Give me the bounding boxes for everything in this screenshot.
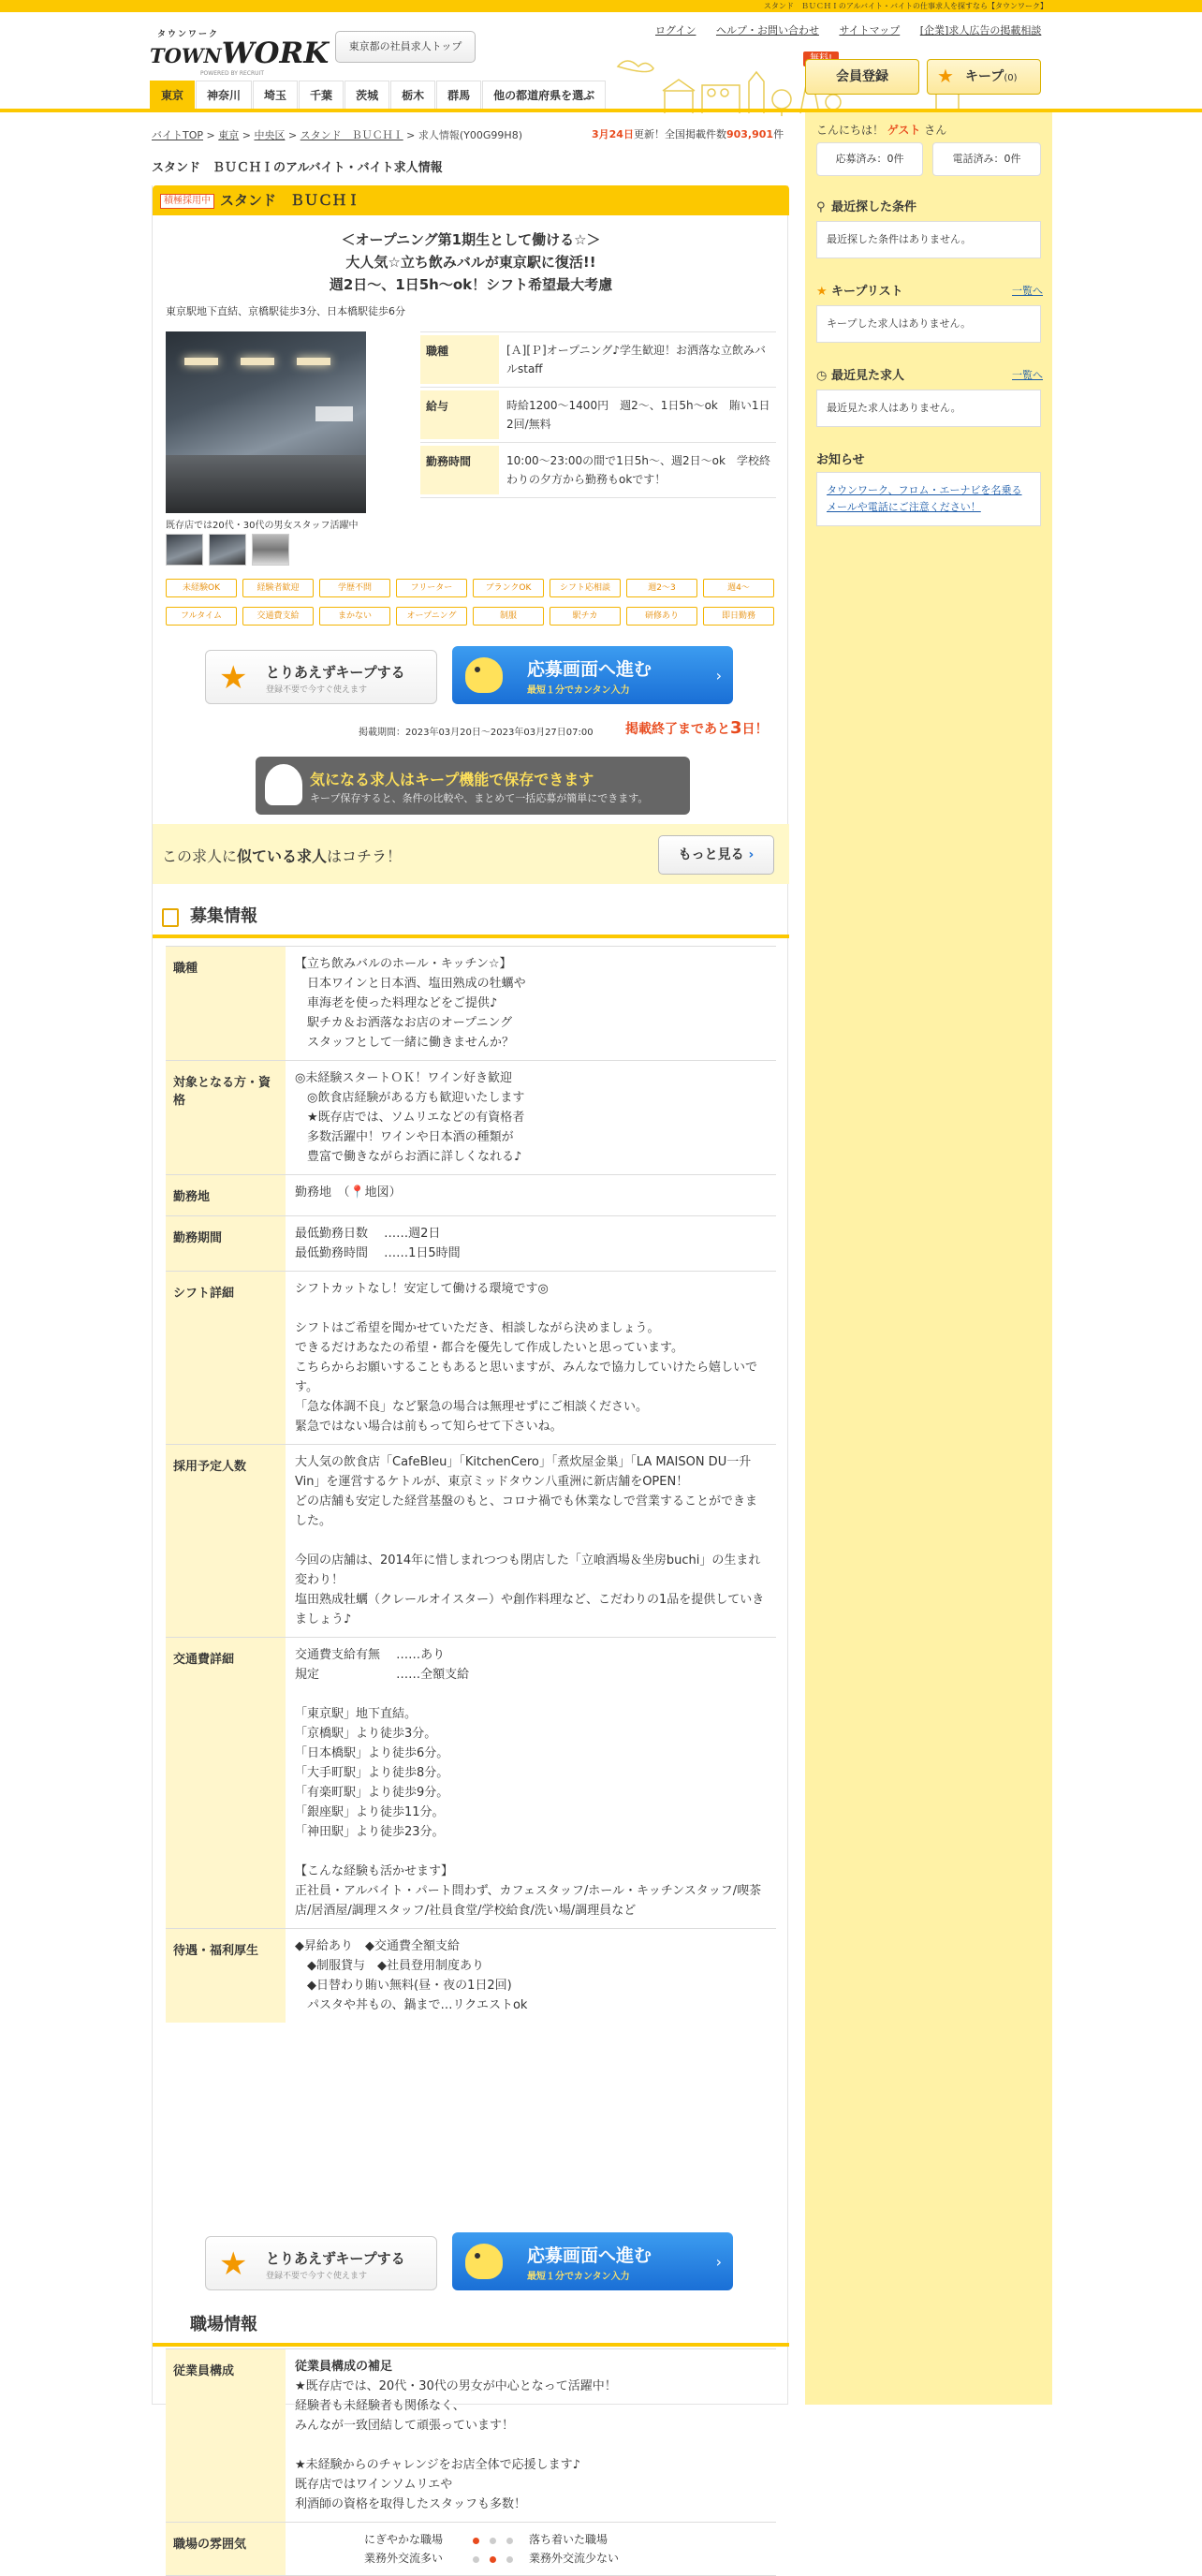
- feature-tag[interactable]: フルタイム: [166, 607, 237, 626]
- breadcrumb-top[interactable]: バイトTOP: [152, 129, 204, 141]
- workplace-table: [166, 2348, 776, 2576]
- photo-caption: 既存店では20代・30代の男女スタッフ活躍中: [166, 521, 359, 531]
- feature-tags: [166, 579, 784, 635]
- pref-tab-tochigi[interactable]: 栃木: [390, 81, 435, 109]
- more-similar-button[interactable]: もっと見る ›: [658, 835, 774, 875]
- recruit-row-value: ◎未経験スタートＯＫ！ワイン好き歓迎 ◎飲食店経験がある方も歓迎いたします ★既存店では、ソムリエなどの有資格者 多数活躍中！ワインや日本酒の種類が 豊富で働きながらお酒に詳しくなれる♪: [295, 1071, 525, 1164]
- workplace-section-title: 職場情報: [153, 2307, 789, 2347]
- job-summary-table: [420, 331, 776, 498]
- clipboard-icon: [162, 908, 179, 927]
- star-icon: ★: [219, 659, 248, 697]
- keep-info-banner: 気になる求人はキープ機能で保存できます キープ保存すると、条件の比較や、まとめて一括応募が簡単にできます。: [256, 757, 690, 815]
- chevron-right-icon: ›: [748, 847, 755, 862]
- workplace-row-staff: 従業員構成 従業員構成の補足 ★既存店では、20代・30代の男女が中心となって活躍中！ 経験者も未経験者も関係なく、 みんなが一致団結して頑張っています！ ★未経験からのチャレンジをお店全体で応援します♪ 既存店ではワインソムリエや 利酒師の資格を取得したスタッフも多数！: [166, 2348, 776, 2522]
- recruit-row-label: 勤務地: [166, 1175, 286, 1215]
- logo-wordmark: TOWNWORK: [150, 37, 330, 70]
- atmosphere-dot: [490, 2556, 496, 2563]
- recruit-table: [166, 946, 776, 2023]
- catch-line-3: 週2日～、1日5h～ok！シフト希望最大考慮: [329, 276, 613, 293]
- keeplist-empty: キープした求人はありません。: [816, 305, 1041, 343]
- shop-name: スタンド ＢＵＣＨＩ: [220, 192, 361, 209]
- atmosphere-scale: [295, 2549, 767, 2568]
- feature-tag[interactable]: 週4～: [703, 579, 774, 597]
- workplace-row-atmosphere: 職場の雰囲気 にぎやかな職場 落ち着いた職場 業務外交流多い 業務外交流少ない: [166, 2522, 776, 2575]
- recruit-row-label: 交通費詳細: [166, 1638, 286, 1928]
- logo-sub: POWERED BY RECRUIT: [199, 70, 264, 77]
- recruit-row: [166, 1637, 776, 1928]
- recruit-row: [166, 1174, 776, 1215]
- feature-tag[interactable]: 制服: [473, 607, 544, 626]
- summary-row-type: 職種 [Ａ][Ｐ]オープニング♪学生歓迎！お洒落な立飲みバルstaff: [420, 331, 776, 387]
- search-icon: ⚲: [816, 200, 826, 214]
- recruit-row-value: ◆昇給あり ◆交通費全額支給 ◆制服貸与 ◆社員登用制度あり ◆日替わり賄い無料(昼・夜の1日2回) パスタや丼もの、鍋まで…リクエストok: [295, 1939, 528, 2012]
- recent-conditions-title: ⚲ 最近探した条件: [816, 200, 917, 214]
- pref-tab-chiba[interactable]: 千葉: [299, 81, 344, 109]
- update-info: 3月24日更新！全国掲載件数903,901件: [592, 128, 784, 140]
- header-links: [655, 22, 1058, 37]
- atmosphere-scale: [295, 2530, 767, 2549]
- notice-link[interactable]: タウンワーク、フロム・エーナビを名乗るメールや電話にご注意ください！: [827, 484, 1022, 513]
- atmosphere-left-label: にぎやかな職場: [364, 2533, 444, 2546]
- recruit-row: [166, 1444, 776, 1637]
- feature-tag[interactable]: 未経験OK: [166, 579, 237, 597]
- keep-count: (0): [1004, 73, 1018, 83]
- breadcrumb-current: 求人情報(Y00G99H8): [418, 129, 522, 141]
- active-hiring-badge: 積極採用中: [160, 194, 214, 209]
- feature-tag[interactable]: 経験者歓迎: [242, 579, 314, 597]
- keep-cta-button-bottom[interactable]: ★ とりあえずキープする 登録不要で今すぐ使えます: [205, 2236, 437, 2290]
- recruit-row-value: 【立ち飲みバルのホール・キッチン☆】 日本ワインと日本酒、塩田熟成の牡蠣や 車海老を使った料理などをご提供♪ 駅チカ＆お洒落なお店のオープニング スタッフとして一緒に働きませんか？: [295, 957, 526, 1050]
- atmosphere-dot: [506, 2556, 513, 2563]
- townwork-logo[interactable]: [150, 27, 330, 77]
- job-card: [152, 185, 788, 2565]
- photo-thumbnails: [166, 534, 295, 567]
- atmosphere-right-label: 業務外交流少ない: [529, 2552, 620, 2565]
- pref-tab-tokyo[interactable]: 東京: [150, 81, 195, 109]
- feature-tag[interactable]: オープニング: [396, 607, 467, 626]
- header: [0, 12, 1202, 87]
- feature-tag[interactable]: 週2～3: [626, 579, 697, 597]
- atmosphere-left-label: 業務外交流多い: [364, 2552, 444, 2565]
- catch-line-1: ＜オープニング第1期生として働ける☆＞: [341, 231, 601, 248]
- keeplist-title: ★ キープリスト: [816, 285, 903, 299]
- recruit-row-value: 最低勤務日数 ……週2日 最低勤務時間 ……1日5時間: [295, 1227, 461, 1260]
- atmosphere-right-label: 落ち着いた職場: [529, 2533, 608, 2546]
- catch-line-2: 大人気☆立ち飲みバルが東京駅に復活!!: [345, 254, 596, 271]
- feature-tag[interactable]: シフト応相談: [550, 579, 621, 597]
- feature-tag[interactable]: 学歴不問: [319, 579, 390, 597]
- ad-inquiry-link[interactable]: [企業]求人広告の掲載相談: [919, 24, 1042, 37]
- thumbnail-2[interactable]: [209, 534, 246, 566]
- recruit-row-label: 職種: [166, 947, 286, 1060]
- tokyo-top-button[interactable]: 東京都の社員求人トップ: [335, 31, 476, 63]
- sitemap-link[interactable]: サイトマップ: [839, 24, 901, 37]
- recruit-row-value: 勤務地 （📍地図）: [295, 1185, 402, 1200]
- main-photo[interactable]: [166, 331, 366, 513]
- star-icon: ★: [937, 65, 954, 87]
- feature-tag[interactable]: 駅チカ: [550, 607, 621, 626]
- atmosphere-dot: [490, 2538, 496, 2544]
- recent-jobs-empty: 最近見た求人はありません。: [816, 390, 1041, 427]
- summary-row-hours: 勤務時間 10:00～23:00の間で1日5h～、週2日～ok 学校終わりの夕方から勤務もokです！: [420, 442, 776, 498]
- chevron-right-icon: ›: [715, 667, 722, 684]
- pref-tab-gunma[interactable]: 群馬: [436, 81, 481, 109]
- apply-cta-button[interactable]: 応募画面へ進む 最短１分でカンタン入力 ›: [452, 646, 733, 704]
- atmosphere-dot: [473, 2538, 479, 2544]
- star-icon: ★: [219, 2245, 248, 2283]
- recruit-row-label: 待遇・福利厚生: [166, 1929, 286, 2023]
- star-icon: ★: [816, 285, 828, 299]
- recruit-row: [166, 1271, 776, 1444]
- apply-cta-button-bottom[interactable]: 応募画面へ進む 最短１分でカンタン入力 ›: [452, 2232, 733, 2290]
- prefecture-tabs: [150, 81, 607, 109]
- mascot-icon: [465, 2244, 503, 2279]
- feature-tag[interactable]: ブランクOK: [473, 579, 544, 597]
- feature-tag[interactable]: まかない: [319, 607, 390, 626]
- login-link[interactable]: ログイン: [655, 24, 696, 37]
- similar-jobs-banner: この求人に似ている求人はコチラ！ もっと見る ›: [153, 824, 789, 884]
- access-text: 東京駅地下直結、京橋駅徒歩3分、日本橋駅徒歩6分: [166, 305, 405, 317]
- keep-list-button[interactable]: [927, 59, 1041, 95]
- breadcrumb-chuo[interactable]: 中央区: [254, 129, 286, 141]
- catch-copy: [153, 228, 789, 296]
- recent-jobs-title: ◷ 最近見た求人: [816, 369, 905, 383]
- notice-title: お知らせ: [816, 453, 865, 467]
- keep-label: キープ: [965, 69, 1004, 84]
- notice-box: [816, 472, 1041, 526]
- feature-tag[interactable]: 即日勤務: [703, 607, 774, 626]
- recruit-row-label: 採用予定人数: [166, 1445, 286, 1637]
- mascot-icon: [465, 657, 503, 693]
- called-count[interactable]: 電話済み：0件: [932, 142, 1041, 176]
- feature-tag[interactable]: 研修あり: [626, 607, 697, 626]
- atmosphere-dot: [473, 2556, 479, 2563]
- recruit-row-value: 大人気の飲食店「CafeBleu」「KitchenCero」「煮炊屋金巣」「LA MAISON DU一升Vin」を運営するケトルが、東京ミッドタウン八重洲に新店舗をOPEN！ どの店舗も安定した経営基盤のもと、コロナ禍でも休業なしで営業することができました。 今回の店舗は、2014年に惜しまれつつも閉店した「立喰酒場＆坐房buchi」の生まれ変わり！ 塩田熟成牡蠣（クレールオイスター）や創作料理など、こだわりの1品を提供していきましょう♪: [295, 1455, 765, 1627]
- recent-conditions-empty: 最近探した条件はありません。: [816, 221, 1041, 258]
- recruit-row-label: 勤務期間: [166, 1216, 286, 1271]
- recruit-row-value: 交通費支給有無 ……あり 規定 ……全額支給 「東京駅」地下直結。 「京橋駅」より徒歩3分。 「日本橋駅」より徒歩6分。 「大手町駅」より徒歩8分。 「有楽町駅」より徒歩9分。 「銀座駅」より徒歩11分。 「神田駅」より徒歩23分。 【こんな経験も活かせます】 正社員・アルバイト・パート問わず、カフェスタッフ/ホール・キッチンスタッフ/喫茶店/居酒屋/調理スタッフ/社員食堂/学校給食/洗い場/調理員など: [295, 1648, 762, 1918]
- pref-tab-ibaraki[interactable]: 茨城: [344, 81, 389, 109]
- recruit-row: [166, 946, 776, 1060]
- days-remaining: 掲載終了まであと3日！: [625, 718, 769, 738]
- member-register-button[interactable]: 会員登録: [805, 59, 919, 95]
- thumbnail-1[interactable]: [166, 534, 203, 566]
- recruit-row: [166, 1215, 776, 1271]
- recruit-section-title: 募集情報: [153, 899, 789, 938]
- pref-tab-kanagawa[interactable]: 神奈川: [196, 81, 252, 109]
- recent-jobs-link[interactable]: 一覧へ: [1012, 369, 1043, 381]
- breadcrumb-shop[interactable]: スタンド ＢＵＣＨＩ: [300, 129, 403, 141]
- breadcrumb-tokyo[interactable]: 東京: [218, 129, 240, 141]
- recruit-row: [166, 1928, 776, 2023]
- feature-tag[interactable]: フリーター: [396, 579, 467, 597]
- thumbnail-3[interactable]: [252, 534, 289, 566]
- page-title: スタンド ＢＵＣＨＩのアルバイト・バイト求人情報: [152, 161, 443, 175]
- pref-tab-saitama[interactable]: 埼玉: [253, 81, 298, 109]
- pref-tab-other[interactable]: 他の都道府県を選ぶ: [482, 81, 606, 109]
- recruit-row-label: 対象となる方・資格: [166, 1061, 286, 1174]
- logo-kana: タウンワーク: [157, 30, 220, 39]
- job-card-header: [153, 185, 789, 215]
- feature-tag[interactable]: 交通費支給: [242, 607, 314, 626]
- recruit-row: [166, 1060, 776, 1174]
- applied-count[interactable]: 応募済み：0件: [816, 142, 923, 176]
- summary-row-salary: 給与 時給1200～1400円 週2～、1日5h～ok 賄い1日2回/無料: [420, 387, 776, 442]
- mascot-icon: [265, 764, 302, 805]
- posting-period: 掲載期間：2023年03月20日～2023年03月27日07:00: [359, 728, 594, 738]
- sidebar: [805, 112, 1052, 2405]
- recruit-row-label: シフト詳細: [166, 1272, 286, 1444]
- breadcrumb: バイトTOP > 東京 > 中央区 > スタンド ＢＵＣＨＩ > 求人情報(Y00G99H8): [152, 129, 522, 141]
- recruit-row-value: シフトカットなし！安定して働ける環境です◎ シフトはご希望を聞かせていただき、相談しながら決めましょう。 できるだけあなたの希望・都合を優先して作成したいと思っています。 こちらからお願いすることもあると思いますが、みんなで協力していけたら嬉しいです。 「急な体調不良」など緊急の場合は無理せずにご相談ください。 緊急ではない場合は前もって知らせて下さいね。: [295, 1282, 758, 1434]
- help-link[interactable]: ヘルプ・お問い合わせ: [715, 24, 819, 37]
- history-icon: ◷: [816, 369, 828, 383]
- keep-cta-button[interactable]: ★ とりあえずキープする 登録不要で今すぐ使えます: [205, 650, 437, 704]
- greeting: こんにちは！ ゲスト さん: [816, 124, 947, 137]
- top-strip: スタンド ＢＵＣＨＩのアルバイト・バイトの仕事求人を探すなら【タウンワーク】: [0, 0, 1202, 12]
- atmosphere-dot: [506, 2538, 513, 2544]
- chevron-right-icon: ›: [715, 2253, 722, 2271]
- keeplist-link[interactable]: 一覧へ: [1012, 285, 1043, 297]
